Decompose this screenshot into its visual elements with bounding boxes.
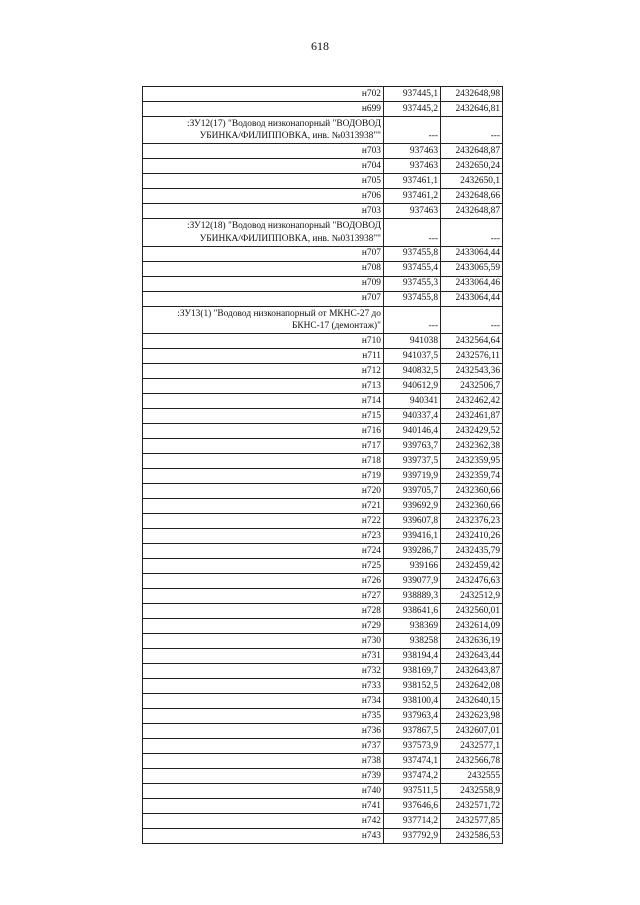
- y-coordinate-cell: 2432643,87: [441, 664, 503, 679]
- x-coordinate-cell: 939607,8: [384, 514, 441, 529]
- x-coordinate-cell: 937445,1: [384, 87, 441, 102]
- y-coordinate-cell: ---: [441, 117, 503, 144]
- page-number: 618: [311, 39, 329, 53]
- y-coordinate-cell: 2432636,19: [441, 634, 503, 649]
- y-coordinate-cell: 2432607,01: [441, 724, 503, 739]
- x-coordinate-cell: 937867,5: [384, 724, 441, 739]
- y-coordinate-cell: 2432576,11: [441, 349, 503, 364]
- x-coordinate-cell: 938152,5: [384, 679, 441, 694]
- x-coordinate-cell: 939077,9: [384, 574, 441, 589]
- x-coordinate-cell: 937461,2: [384, 189, 441, 204]
- y-coordinate-cell: 2432359,74: [441, 469, 503, 484]
- x-coordinate-cell: 940146,4: [384, 424, 441, 439]
- point-label-cell: н743: [143, 829, 384, 844]
- table-row: [143, 814, 503, 829]
- y-coordinate-cell: 2432640,15: [441, 694, 503, 709]
- x-coordinate-cell: 939737,5: [384, 454, 441, 469]
- table-row: [143, 529, 503, 544]
- point-label-cell: н711: [143, 349, 384, 364]
- x-coordinate-cell: 941037,5: [384, 349, 441, 364]
- y-coordinate-cell: 2432362,38: [441, 439, 503, 454]
- y-coordinate-cell: 2432648,98: [441, 87, 503, 102]
- point-label-cell: н707: [143, 246, 384, 261]
- x-coordinate-cell: 939286,7: [384, 544, 441, 559]
- y-coordinate-cell: 2433064,46: [441, 276, 503, 291]
- y-coordinate-cell: 2432577,85: [441, 814, 503, 829]
- point-label-cell: н722: [143, 514, 384, 529]
- x-coordinate-cell: 940337,4: [384, 409, 441, 424]
- point-label-cell: н721: [143, 499, 384, 514]
- point-label-cell: н733: [143, 679, 384, 694]
- point-label-cell: н706: [143, 189, 384, 204]
- y-coordinate-cell: 2432558,9: [441, 784, 503, 799]
- point-label-cell: н724: [143, 544, 384, 559]
- table-row: [143, 334, 503, 349]
- table-row: [143, 424, 503, 439]
- point-label-cell: н729: [143, 619, 384, 634]
- point-label-cell: н741: [143, 799, 384, 814]
- table-row: [143, 174, 503, 189]
- y-coordinate-cell: 2432614,09: [441, 619, 503, 634]
- x-coordinate-cell: 938369: [384, 619, 441, 634]
- y-coordinate-cell: 2432650,1: [441, 174, 503, 189]
- x-coordinate-cell: 939692,9: [384, 499, 441, 514]
- table-row: [143, 664, 503, 679]
- section-header-row: [143, 117, 503, 144]
- point-label-cell: н726: [143, 574, 384, 589]
- y-coordinate-cell: 2432571,72: [441, 799, 503, 814]
- x-coordinate-cell: 937445,2: [384, 102, 441, 117]
- table-row: [143, 724, 503, 739]
- y-coordinate-cell: 2432564,64: [441, 334, 503, 349]
- point-label-cell: н710: [143, 334, 384, 349]
- point-label-cell: н727: [143, 589, 384, 604]
- table-row: [143, 261, 503, 276]
- table-row: [143, 634, 503, 649]
- y-coordinate-cell: 2432410,26: [441, 529, 503, 544]
- table-row: [143, 799, 503, 814]
- table-row: [143, 574, 503, 589]
- x-coordinate-cell: 937463: [384, 204, 441, 219]
- x-coordinate-cell: 937963,4: [384, 709, 441, 724]
- table-row: [143, 246, 503, 261]
- x-coordinate-cell: 937511,5: [384, 784, 441, 799]
- table-row: [143, 559, 503, 574]
- point-label-cell: н730: [143, 634, 384, 649]
- y-coordinate-cell: ---: [441, 306, 503, 333]
- y-coordinate-cell: 2432623,98: [441, 709, 503, 724]
- y-coordinate-cell: 2432648,87: [441, 144, 503, 159]
- x-coordinate-cell: 937474,2: [384, 769, 441, 784]
- x-coordinate-cell: 937461,1: [384, 174, 441, 189]
- point-label-cell: н738: [143, 754, 384, 769]
- table-row: [143, 754, 503, 769]
- coordinates-table: [142, 86, 503, 844]
- y-coordinate-cell: 2432650,24: [441, 159, 503, 174]
- x-coordinate-cell: 939719,9: [384, 469, 441, 484]
- table-row: [143, 829, 503, 844]
- table-row: [143, 394, 503, 409]
- point-label-cell: н736: [143, 724, 384, 739]
- x-coordinate-cell: 937455,8: [384, 246, 441, 261]
- table-row: [143, 544, 503, 559]
- point-label-cell: н703: [143, 144, 384, 159]
- x-coordinate-cell: 938194,4: [384, 649, 441, 664]
- table-row: [143, 514, 503, 529]
- y-coordinate-cell: 2432435,79: [441, 544, 503, 559]
- x-coordinate-cell: 941038: [384, 334, 441, 349]
- point-label-cell: н734: [143, 694, 384, 709]
- point-label-cell: н720: [143, 484, 384, 499]
- table-row: [143, 349, 503, 364]
- y-coordinate-cell: 2432648,66: [441, 189, 503, 204]
- y-coordinate-cell: 2432360,66: [441, 484, 503, 499]
- x-coordinate-cell: 937792,9: [384, 829, 441, 844]
- table-row: [143, 454, 503, 469]
- x-coordinate-cell: 938641,6: [384, 604, 441, 619]
- point-label-cell: н707: [143, 291, 384, 306]
- point-label-cell: н704: [143, 159, 384, 174]
- table-row: [143, 484, 503, 499]
- x-coordinate-cell: 938889,3: [384, 589, 441, 604]
- point-label-cell: н742: [143, 814, 384, 829]
- y-coordinate-cell: 2432461,87: [441, 409, 503, 424]
- point-label-cell: н737: [143, 739, 384, 754]
- x-coordinate-cell: 937455,3: [384, 276, 441, 291]
- y-coordinate-cell: 2432586,53: [441, 829, 503, 844]
- table-row: [143, 649, 503, 664]
- x-coordinate-cell: 938258: [384, 634, 441, 649]
- section-title-cell: :ЗУ13(1) "Водовод низконапорный от МКНС-27 до БКНС-17 (демонтаж)": [143, 306, 384, 333]
- table-row: [143, 159, 503, 174]
- x-coordinate-cell: 937463: [384, 144, 441, 159]
- x-coordinate-cell: 938100,4: [384, 694, 441, 709]
- x-coordinate-cell: ---: [384, 306, 441, 333]
- table-row: [143, 604, 503, 619]
- x-coordinate-cell: 937646,6: [384, 799, 441, 814]
- section-title-cell: :ЗУ12(18) "Водовод низконапорный "ВОДОВОД УБИНКА/ФИЛИППОВКА, инв. №0313938"": [143, 219, 384, 246]
- point-label-cell: н718: [143, 454, 384, 469]
- y-coordinate-cell: 2432476,63: [441, 574, 503, 589]
- point-label-cell: н739: [143, 769, 384, 784]
- x-coordinate-cell: 937455,8: [384, 291, 441, 306]
- x-coordinate-cell: 940612,9: [384, 379, 441, 394]
- y-coordinate-cell: 2432359,95: [441, 454, 503, 469]
- y-coordinate-cell: 2432462,42: [441, 394, 503, 409]
- y-coordinate-cell: 2432648,87: [441, 204, 503, 219]
- table-row: [143, 709, 503, 724]
- point-label-cell: н740: [143, 784, 384, 799]
- y-coordinate-cell: 2432376,23: [441, 514, 503, 529]
- table-row: [143, 204, 503, 219]
- point-label-cell: н699: [143, 102, 384, 117]
- y-coordinate-cell: 2432577,1: [441, 739, 503, 754]
- coordinates-table-body: [143, 87, 503, 844]
- table-row: [143, 499, 503, 514]
- y-coordinate-cell: 2433064,44: [441, 291, 503, 306]
- table-row: [143, 364, 503, 379]
- table-row: [143, 619, 503, 634]
- point-label-cell: н703: [143, 204, 384, 219]
- x-coordinate-cell: 938169,7: [384, 664, 441, 679]
- y-coordinate-cell: 2432429,52: [441, 424, 503, 439]
- x-coordinate-cell: 940832,5: [384, 364, 441, 379]
- section-header-row: [143, 219, 503, 246]
- table-row: [143, 739, 503, 754]
- table-row: [143, 469, 503, 484]
- y-coordinate-cell: 2432555: [441, 769, 503, 784]
- x-coordinate-cell: 939763,7: [384, 439, 441, 454]
- x-coordinate-cell: 937455,4: [384, 261, 441, 276]
- section-title-cell: :ЗУ12(17) "Водовод низконапорный "ВОДОВОД УБИНКА/ФИЛИППОВКА, инв. №0313938"": [143, 117, 384, 144]
- point-label-cell: н716: [143, 424, 384, 439]
- point-label-cell: н709: [143, 276, 384, 291]
- table-row: [143, 379, 503, 394]
- table-row: [143, 189, 503, 204]
- x-coordinate-cell: ---: [384, 117, 441, 144]
- x-coordinate-cell: 939416,1: [384, 529, 441, 544]
- y-coordinate-cell: 2432643,44: [441, 649, 503, 664]
- point-label-cell: н705: [143, 174, 384, 189]
- y-coordinate-cell: 2432642,08: [441, 679, 503, 694]
- table-row: [143, 144, 503, 159]
- point-label-cell: н717: [143, 439, 384, 454]
- point-label-cell: н731: [143, 649, 384, 664]
- table-row: [143, 769, 503, 784]
- table-row: [143, 291, 503, 306]
- y-coordinate-cell: 2432506,7: [441, 379, 503, 394]
- table-row: [143, 694, 503, 709]
- x-coordinate-cell: 937463: [384, 159, 441, 174]
- y-coordinate-cell: 2432560,01: [441, 604, 503, 619]
- table-row: [143, 409, 503, 424]
- y-coordinate-cell: 2432360,66: [441, 499, 503, 514]
- x-coordinate-cell: 937474,1: [384, 754, 441, 769]
- x-coordinate-cell: ---: [384, 219, 441, 246]
- point-label-cell: н719: [143, 469, 384, 484]
- point-label-cell: н732: [143, 664, 384, 679]
- section-header-row: [143, 306, 503, 333]
- point-label-cell: н702: [143, 87, 384, 102]
- table-row: [143, 439, 503, 454]
- y-coordinate-cell: 2433064,44: [441, 246, 503, 261]
- x-coordinate-cell: 939705,7: [384, 484, 441, 499]
- y-coordinate-cell: 2432512,9: [441, 589, 503, 604]
- y-coordinate-cell: 2433065,59: [441, 261, 503, 276]
- point-label-cell: н714: [143, 394, 384, 409]
- point-label-cell: н728: [143, 604, 384, 619]
- table-row: [143, 589, 503, 604]
- point-label-cell: н712: [143, 364, 384, 379]
- table-row: [143, 276, 503, 291]
- point-label-cell: н723: [143, 529, 384, 544]
- table-row: [143, 102, 503, 117]
- table-row: [143, 784, 503, 799]
- x-coordinate-cell: 937714,2: [384, 814, 441, 829]
- x-coordinate-cell: 939166: [384, 559, 441, 574]
- x-coordinate-cell: 937573,9: [384, 739, 441, 754]
- point-label-cell: н725: [143, 559, 384, 574]
- y-coordinate-cell: ---: [441, 219, 503, 246]
- point-label-cell: н735: [143, 709, 384, 724]
- table-row: [143, 679, 503, 694]
- point-label-cell: н715: [143, 409, 384, 424]
- y-coordinate-cell: 2432566,78: [441, 754, 503, 769]
- x-coordinate-cell: 940341: [384, 394, 441, 409]
- point-label-cell: н708: [143, 261, 384, 276]
- y-coordinate-cell: 2432459,42: [441, 559, 503, 574]
- y-coordinate-cell: 2432646,81: [441, 102, 503, 117]
- point-label-cell: н713: [143, 379, 384, 394]
- table-row: [143, 87, 503, 102]
- y-coordinate-cell: 2432543,36: [441, 364, 503, 379]
